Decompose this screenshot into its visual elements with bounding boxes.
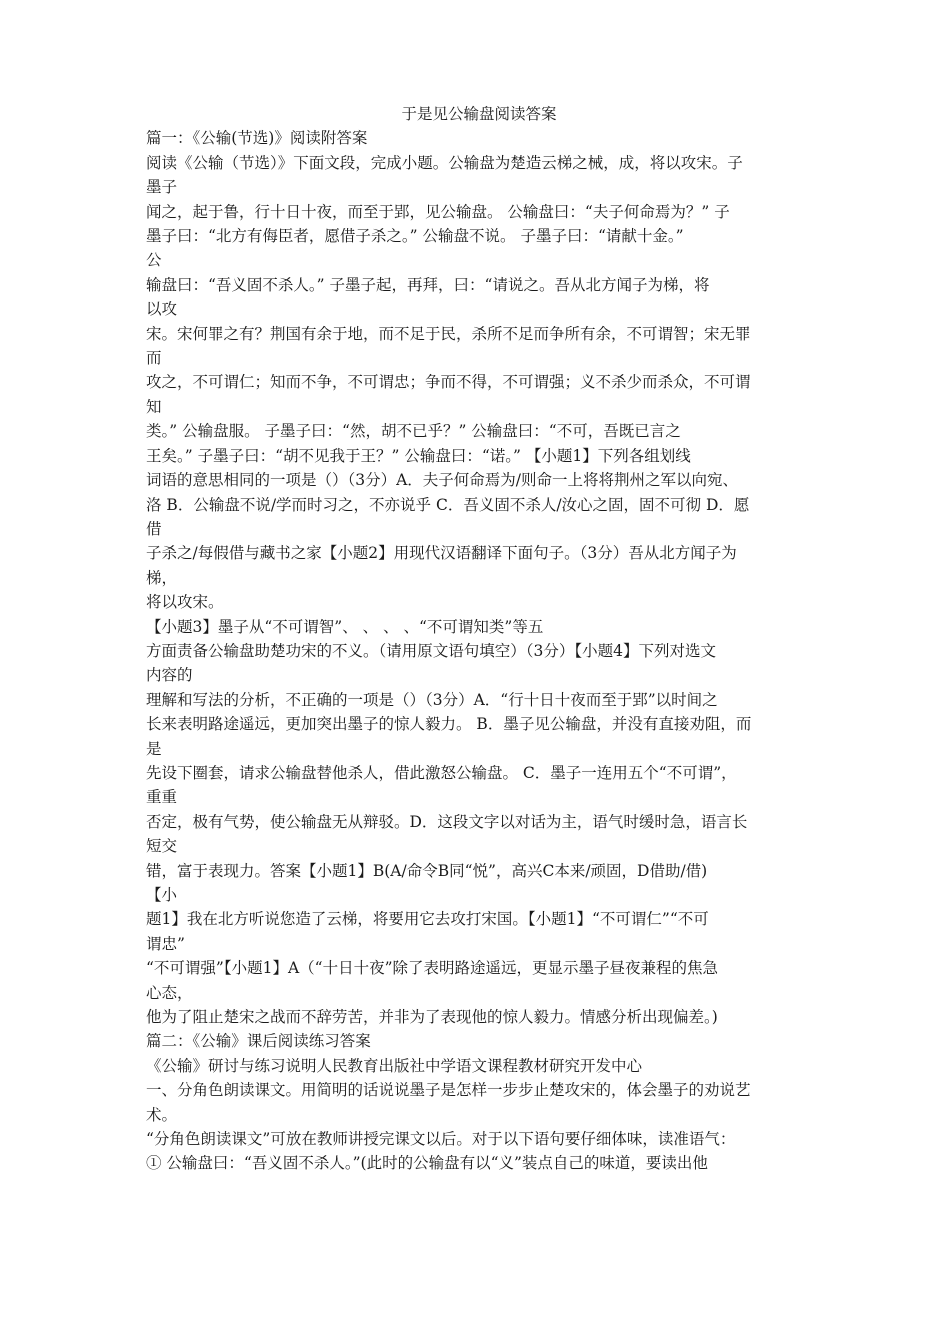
text-line: 内容的 (146, 666, 193, 685)
text-line: 子杀之/每假借与藏书之家【小题2】用现代汉语翻译下面句子。（3分）吾从北方闻子为 (146, 544, 737, 563)
text-line: 借 (146, 519, 162, 538)
text-line: 心态， (146, 983, 193, 1002)
text-line: 输盘曰：“吾义固不杀人。” 子墨子起，再拜，曰：“请说之。吾从北方闻子为梯，将 (146, 275, 710, 294)
text-line: 长来表明路途遥远，更加突出墨子的惊人毅力。 B．墨子见公输盘，并没有直接劝阻，而 (146, 715, 752, 734)
text-line: “不可谓强”【小题1】A（“十日十夜”除了表明路途遥远，更显示墨子昼夜兼程的焦急 (146, 959, 719, 978)
text-line: 攻之，不可谓仁；知而不争，不可谓忠；争而不得，不可谓强；义不杀少而杀众，不可谓 (146, 373, 751, 392)
text-line: ① 公输盘曰：“吾义固不杀人。”(此时的公输盘有以“义”装点自己的味道，要读出他 (146, 1154, 708, 1173)
text-line: 题1】我在北方听说您造了云梯，将要用它去攻打宋国。【小题1】“不可谓仁”“不可 (146, 910, 709, 929)
text-line: 篇一：《公输(节选)》阅读附答案 (146, 129, 368, 148)
text-line: 重重 (146, 788, 178, 807)
text-line: 类。” 公输盘服。 子墨子曰：“然，胡不已乎？” 公输盘曰：“不可，吾既已言之 (146, 422, 681, 441)
text-line: 墨子 (146, 178, 178, 197)
text-line: 方面责备公输盘助楚功宋的不义。（请用原文语句填空）（3分）【小题4】下列对选文 (146, 641, 716, 660)
text-line: 将以攻宋。 (146, 593, 224, 612)
text-line: “分角色朗读课文”可放在教师讲授完课文以后。对于以下语句要仔细体味，读准语气： (146, 1130, 736, 1149)
text-line: 宋。宋何罪之有？荆国有余于地，而不足于民，杀所不足而争所有余，不可谓智；宋无罪 (146, 324, 751, 343)
text-line: 他为了阻止楚宋之战而不辞劳苦，并非为了表现他的惊人毅力。情感分析出现偏差。) (146, 1008, 718, 1027)
text-line: 《公输》研讨与练习说明人民教育出版社中学语文课程教材研究开发中心 (146, 1056, 643, 1075)
text-line: 理解和写法的分析，不正确的一项是（）（3分）A．“行十日十夜而至于郢”以时间之 (146, 690, 718, 709)
text-line: 是 (146, 739, 162, 758)
text-line: 梯， (146, 568, 178, 587)
text-line: 短交 (146, 837, 178, 856)
text-line: 公 (146, 251, 162, 270)
document-body (146, 126, 812, 1175)
text-line: 闻之，起于鲁，行十日十夜，而至于郢，见公输盘。 公输盘曰：“夫子何命焉为？” 子 (146, 202, 730, 221)
text-line: 术。 (146, 1105, 178, 1124)
text-line: 错，富于表现力。答案【小题1】B(A/命令B同“悦”，高兴C本来/顽固，D借助/借) (146, 861, 708, 880)
text-line: 【小题3】墨子从“不可谓智”、 、 、 、“不可谓知类”等五 (146, 617, 544, 636)
text-line: 以攻 (146, 300, 178, 319)
document-title: 于是见公输盘阅读答案 (401, 105, 557, 123)
text-line: 篇二：《公输》课后阅读练习答案 (146, 1032, 371, 1051)
document-page (146, 102, 812, 1176)
text-line: 洛 B．公输盘不说/学而时习之，不亦说乎 C．吾义固不杀人/汝心之固，固不可彻 D．愿 (146, 495, 750, 514)
text-line: 【小 (146, 886, 178, 904)
text-line: 知 (146, 397, 162, 416)
text-line: 一、分角色朗读课文。用简明的话说说墨子是怎样一步步止楚攻宋的，体会墨子的劝说艺 (146, 1081, 751, 1100)
text-line: 而 (146, 349, 162, 368)
text-line: 否定，极有气势，使公输盘无从辩驳。D．这段文字以对话为主，语气时缓时急，语言长 (146, 812, 748, 831)
text-line: 墨子曰：“北方有侮臣者，愿借子杀之。” 公输盘不说。 子墨子曰：“请献十金。” (146, 227, 684, 246)
text-line: 王矣。” 子墨子曰：“胡不见我于王？” 公输盘曰：“诺。” 【小题1】下列各组划线 (146, 446, 691, 465)
text-line: 谓忠” (146, 934, 185, 953)
text-line: 词语的意思相同的一项是（）（3分）A．夫子何命焉为/则命一上将将荆州之军以向宛、 (146, 471, 739, 490)
text-line: 阅读《公输（节选）》下面文段，完成小题。公输盘为楚造云梯之械，成，将以攻宋。子 (146, 153, 743, 172)
text-line: 先设下圈套，请求公输盘替他杀人，借此激怒公输盘。 C．墨子一连用五个“不可谓”， (146, 763, 737, 782)
